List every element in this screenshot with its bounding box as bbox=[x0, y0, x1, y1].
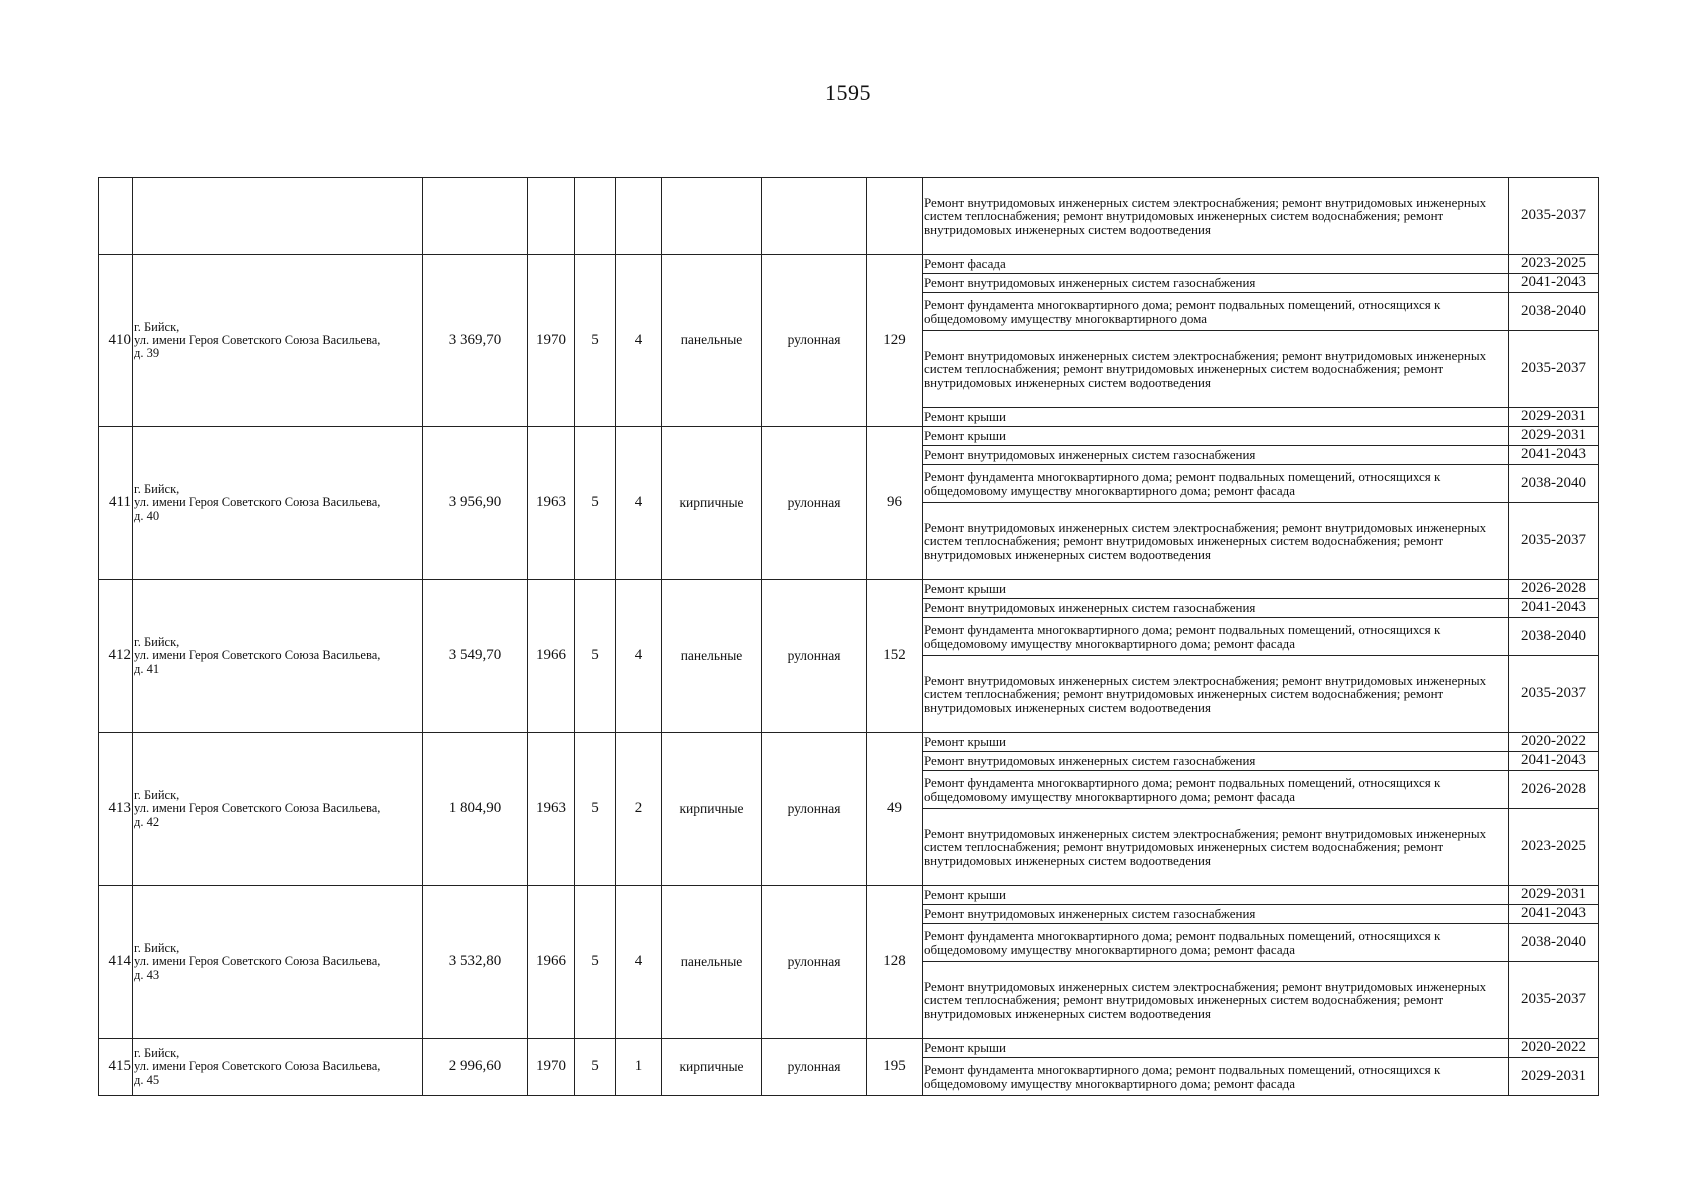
cell-walls: кирпичные bbox=[662, 427, 762, 580]
cell-roof: рулонная bbox=[762, 427, 867, 580]
address-line: д. 41 bbox=[134, 661, 160, 676]
cell-walls bbox=[662, 178, 762, 255]
cell-work-period: 2023-2025 bbox=[1509, 255, 1599, 274]
table-row-building bbox=[99, 580, 1599, 599]
cell-area: 3 369,70 bbox=[423, 255, 528, 427]
cell-area: 2 996,60 bbox=[423, 1039, 528, 1096]
address-line: г. Бийск, bbox=[134, 635, 180, 650]
cell-work-period: 2020-2022 bbox=[1509, 733, 1599, 752]
address-line: д. 45 bbox=[134, 1072, 160, 1087]
cell-floors: 5 bbox=[575, 886, 616, 1039]
address-line: ул. имени Героя Советского Союза Васильева, bbox=[134, 1059, 381, 1074]
cell-entrances: 4 bbox=[616, 427, 662, 580]
cell-work-type: Ремонт внутридомовых инженерных систем газоснабжения bbox=[923, 905, 1509, 924]
cell-work-period: 2041-2043 bbox=[1509, 752, 1599, 771]
table-row-building bbox=[99, 255, 1599, 274]
cell-year: 1970 bbox=[528, 255, 575, 427]
cell-work-period: 2035-2037 bbox=[1509, 331, 1599, 408]
cell-work-period: 2029-2031 bbox=[1509, 886, 1599, 905]
cell-number bbox=[99, 178, 133, 255]
cell-residents: 195 bbox=[867, 1039, 923, 1096]
cell-work-period: 2029-2031 bbox=[1509, 427, 1599, 446]
cell-walls: панельные bbox=[662, 580, 762, 733]
cell-work-period: 2041-2043 bbox=[1509, 446, 1599, 465]
housing-repair-table bbox=[98, 177, 1599, 1096]
cell-roof: рулонная bbox=[762, 1039, 867, 1096]
address-line: ул. имени Героя Советского Союза Васильева, bbox=[134, 648, 381, 663]
cell-work-type: Ремонт фундамента многоквартирного дома; ремонт подвальных помещений, относящихся к общедомовому имуществу многоквартирного дома; ремонт фасада bbox=[923, 771, 1509, 809]
cell-work-period: 2035-2037 bbox=[1509, 962, 1599, 1039]
cell-address bbox=[133, 255, 423, 427]
cell-work-type: Ремонт крыши bbox=[923, 427, 1509, 446]
cell-floors: 5 bbox=[575, 733, 616, 886]
table-body bbox=[99, 178, 1599, 1096]
address-line: ул. имени Героя Советского Союза Васильева, bbox=[134, 332, 381, 347]
cell-work-type: Ремонт крыши bbox=[923, 886, 1509, 905]
address-line: ул. имени Героя Советского Союза Васильева, bbox=[134, 495, 381, 510]
cell-year: 1963 bbox=[528, 427, 575, 580]
cell-work-type: Ремонт фундамента многоквартирного дома; ремонт подвальных помещений, относящихся к общедомовому имуществу многоквартирного дома; ремонт фасада bbox=[923, 465, 1509, 503]
cell-work-period: 2041-2043 bbox=[1509, 274, 1599, 293]
address-line: д. 43 bbox=[134, 967, 160, 982]
table-row-building bbox=[99, 427, 1599, 446]
cell-work-period: 2029-2031 bbox=[1509, 408, 1599, 427]
cell-entrances: 1 bbox=[616, 1039, 662, 1096]
cell-number: 413 bbox=[99, 733, 133, 886]
cell-year: 1966 bbox=[528, 886, 575, 1039]
cell-entrances: 2 bbox=[616, 733, 662, 886]
address-line: г. Бийск, bbox=[134, 319, 180, 334]
address-line: г. Бийск, bbox=[134, 788, 180, 803]
cell-year bbox=[528, 178, 575, 255]
cell-roof: рулонная bbox=[762, 733, 867, 886]
address-line: д. 42 bbox=[134, 814, 160, 829]
cell-work-type: Ремонт фундамента многоквартирного дома; ремонт подвальных помещений, относящихся к общедомовому имуществу многоквартирного дома; ремонт фасада bbox=[923, 1058, 1509, 1096]
cell-work-type: Ремонт внутридомовых инженерных систем электроснабжения; ремонт внутридомовых инженерных систем теплоснабжения; ремонт внутридомовых инженерных систем водоснабжения; ремонт внутридомовых инженерных систем водоотведения bbox=[923, 962, 1509, 1039]
cell-area: 3 532,80 bbox=[423, 886, 528, 1039]
cell-work-type: Ремонт фасада bbox=[923, 255, 1509, 274]
cell-work-type: Ремонт внутридомовых инженерных систем электроснабжения; ремонт внутридомовых инженерных систем теплоснабжения; ремонт внутридомовых инженерных систем водоснабжения; ремонт внутридомовых инженерных систем водоотведения bbox=[923, 656, 1509, 733]
cell-area: 1 804,90 bbox=[423, 733, 528, 886]
table-row-building bbox=[99, 733, 1599, 752]
cell-work-type: Ремонт фундамента многоквартирного дома; ремонт подвальных помещений, относящихся к общедомовому имуществу многоквартирного дома; ремонт фасада bbox=[923, 618, 1509, 656]
cell-roof: рулонная bbox=[762, 886, 867, 1039]
cell-number: 410 bbox=[99, 255, 133, 427]
cell-work-type: Ремонт внутридомовых инженерных систем электроснабжения; ремонт внутридомовых инженерных систем теплоснабжения; ремонт внутридомовых инженерных систем водоснабжения; ремонт внутридомовых инженерных систем водоотведения bbox=[923, 178, 1509, 255]
cell-residents: 49 bbox=[867, 733, 923, 886]
cell-address bbox=[133, 427, 423, 580]
cell-work-period: 2035-2037 bbox=[1509, 656, 1599, 733]
cell-walls: кирпичные bbox=[662, 733, 762, 886]
cell-walls: панельные bbox=[662, 886, 762, 1039]
cell-area: 3 956,90 bbox=[423, 427, 528, 580]
cell-area: 3 549,70 bbox=[423, 580, 528, 733]
cell-address bbox=[133, 178, 423, 255]
cell-address bbox=[133, 733, 423, 886]
cell-work-period: 2029-2031 bbox=[1509, 1058, 1599, 1096]
cell-number: 415 bbox=[99, 1039, 133, 1096]
cell-work-period: 2038-2040 bbox=[1509, 293, 1599, 331]
cell-residents: 152 bbox=[867, 580, 923, 733]
cell-work-type: Ремонт крыши bbox=[923, 733, 1509, 752]
cell-work-period: 2026-2028 bbox=[1509, 580, 1599, 599]
cell-entrances: 4 bbox=[616, 886, 662, 1039]
cell-work-period: 2035-2037 bbox=[1509, 178, 1599, 255]
cell-residents bbox=[867, 178, 923, 255]
cell-entrances: 4 bbox=[616, 580, 662, 733]
cell-work-period: 2026-2028 bbox=[1509, 771, 1599, 809]
cell-work-type: Ремонт внутридомовых инженерных систем газоснабжения bbox=[923, 446, 1509, 465]
cell-work-type: Ремонт крыши bbox=[923, 408, 1509, 427]
address-line: г. Бийск, bbox=[134, 1046, 180, 1061]
address-line: д. 39 bbox=[134, 346, 160, 361]
cell-number: 414 bbox=[99, 886, 133, 1039]
cell-area bbox=[423, 178, 528, 255]
address-line: д. 40 bbox=[134, 508, 160, 523]
cell-work-period: 2020-2022 bbox=[1509, 1039, 1599, 1058]
table-row-building bbox=[99, 886, 1599, 905]
cell-roof bbox=[762, 178, 867, 255]
cell-number: 411 bbox=[99, 427, 133, 580]
cell-floors: 5 bbox=[575, 580, 616, 733]
cell-entrances bbox=[616, 178, 662, 255]
cell-address bbox=[133, 886, 423, 1039]
address-line: г. Бийск, bbox=[134, 482, 180, 497]
cell-work-type: Ремонт внутридомовых инженерных систем электроснабжения; ремонт внутридомовых инженерных систем теплоснабжения; ремонт внутридомовых инженерных систем водоснабжения; ремонт внутридомовых инженерных систем водоотведения bbox=[923, 809, 1509, 886]
cell-year: 1970 bbox=[528, 1039, 575, 1096]
cell-roof: рулонная bbox=[762, 255, 867, 427]
cell-work-type: Ремонт внутридомовых инженерных систем электроснабжения; ремонт внутридомовых инженерных систем теплоснабжения; ремонт внутридомовых инженерных систем водоснабжения; ремонт внутридомовых инженерных систем водоотведения bbox=[923, 331, 1509, 408]
cell-work-period: 2041-2043 bbox=[1509, 599, 1599, 618]
cell-floors: 5 bbox=[575, 427, 616, 580]
cell-address bbox=[133, 580, 423, 733]
cell-work-type: Ремонт фундамента многоквартирного дома; ремонт подвальных помещений, относящихся к общедомовому имуществу многоквартирного дома bbox=[923, 293, 1509, 331]
cell-year: 1963 bbox=[528, 733, 575, 886]
cell-residents: 128 bbox=[867, 886, 923, 1039]
table-row-continued bbox=[99, 178, 1599, 255]
cell-roof: рулонная bbox=[762, 580, 867, 733]
cell-address bbox=[133, 1039, 423, 1096]
cell-work-type: Ремонт внутридомовых инженерных систем газоснабжения bbox=[923, 752, 1509, 771]
cell-residents: 96 bbox=[867, 427, 923, 580]
cell-work-period: 2041-2043 bbox=[1509, 905, 1599, 924]
cell-work-type: Ремонт внутридомовых инженерных систем газоснабжения bbox=[923, 274, 1509, 293]
cell-floors: 5 bbox=[575, 255, 616, 427]
address-line: ул. имени Героя Советского Союза Васильева, bbox=[134, 801, 381, 816]
cell-entrances: 4 bbox=[616, 255, 662, 427]
cell-work-period: 2023-2025 bbox=[1509, 809, 1599, 886]
table-row-building bbox=[99, 1039, 1599, 1058]
address-line: г. Бийск, bbox=[134, 941, 180, 956]
cell-work-type: Ремонт крыши bbox=[923, 1039, 1509, 1058]
cell-work-type: Ремонт фундамента многоквартирного дома; ремонт подвальных помещений, относящихся к общедомовому имуществу многоквартирного дома; ремонт фасада bbox=[923, 924, 1509, 962]
cell-work-type: Ремонт внутридомовых инженерных систем электроснабжения; ремонт внутридомовых инженерных систем теплоснабжения; ремонт внутридомовых инженерных систем водоснабжения; ремонт внутридомовых инженерных систем водоотведения bbox=[923, 503, 1509, 580]
address-line: ул. имени Героя Советского Союза Васильева, bbox=[134, 954, 381, 969]
cell-work-type: Ремонт крыши bbox=[923, 580, 1509, 599]
cell-work-type: Ремонт внутридомовых инженерных систем газоснабжения bbox=[923, 599, 1509, 618]
cell-floors bbox=[575, 178, 616, 255]
page-number: 1595 bbox=[825, 80, 871, 105]
cell-floors: 5 bbox=[575, 1039, 616, 1096]
cell-walls: панельные bbox=[662, 255, 762, 427]
cell-work-period: 2038-2040 bbox=[1509, 924, 1599, 962]
cell-work-period: 2038-2040 bbox=[1509, 618, 1599, 656]
cell-walls: кирпичные bbox=[662, 1039, 762, 1096]
cell-year: 1966 bbox=[528, 580, 575, 733]
cell-work-period: 2038-2040 bbox=[1509, 465, 1599, 503]
cell-number: 412 bbox=[99, 580, 133, 733]
cell-residents: 129 bbox=[867, 255, 923, 427]
cell-work-period: 2035-2037 bbox=[1509, 503, 1599, 580]
